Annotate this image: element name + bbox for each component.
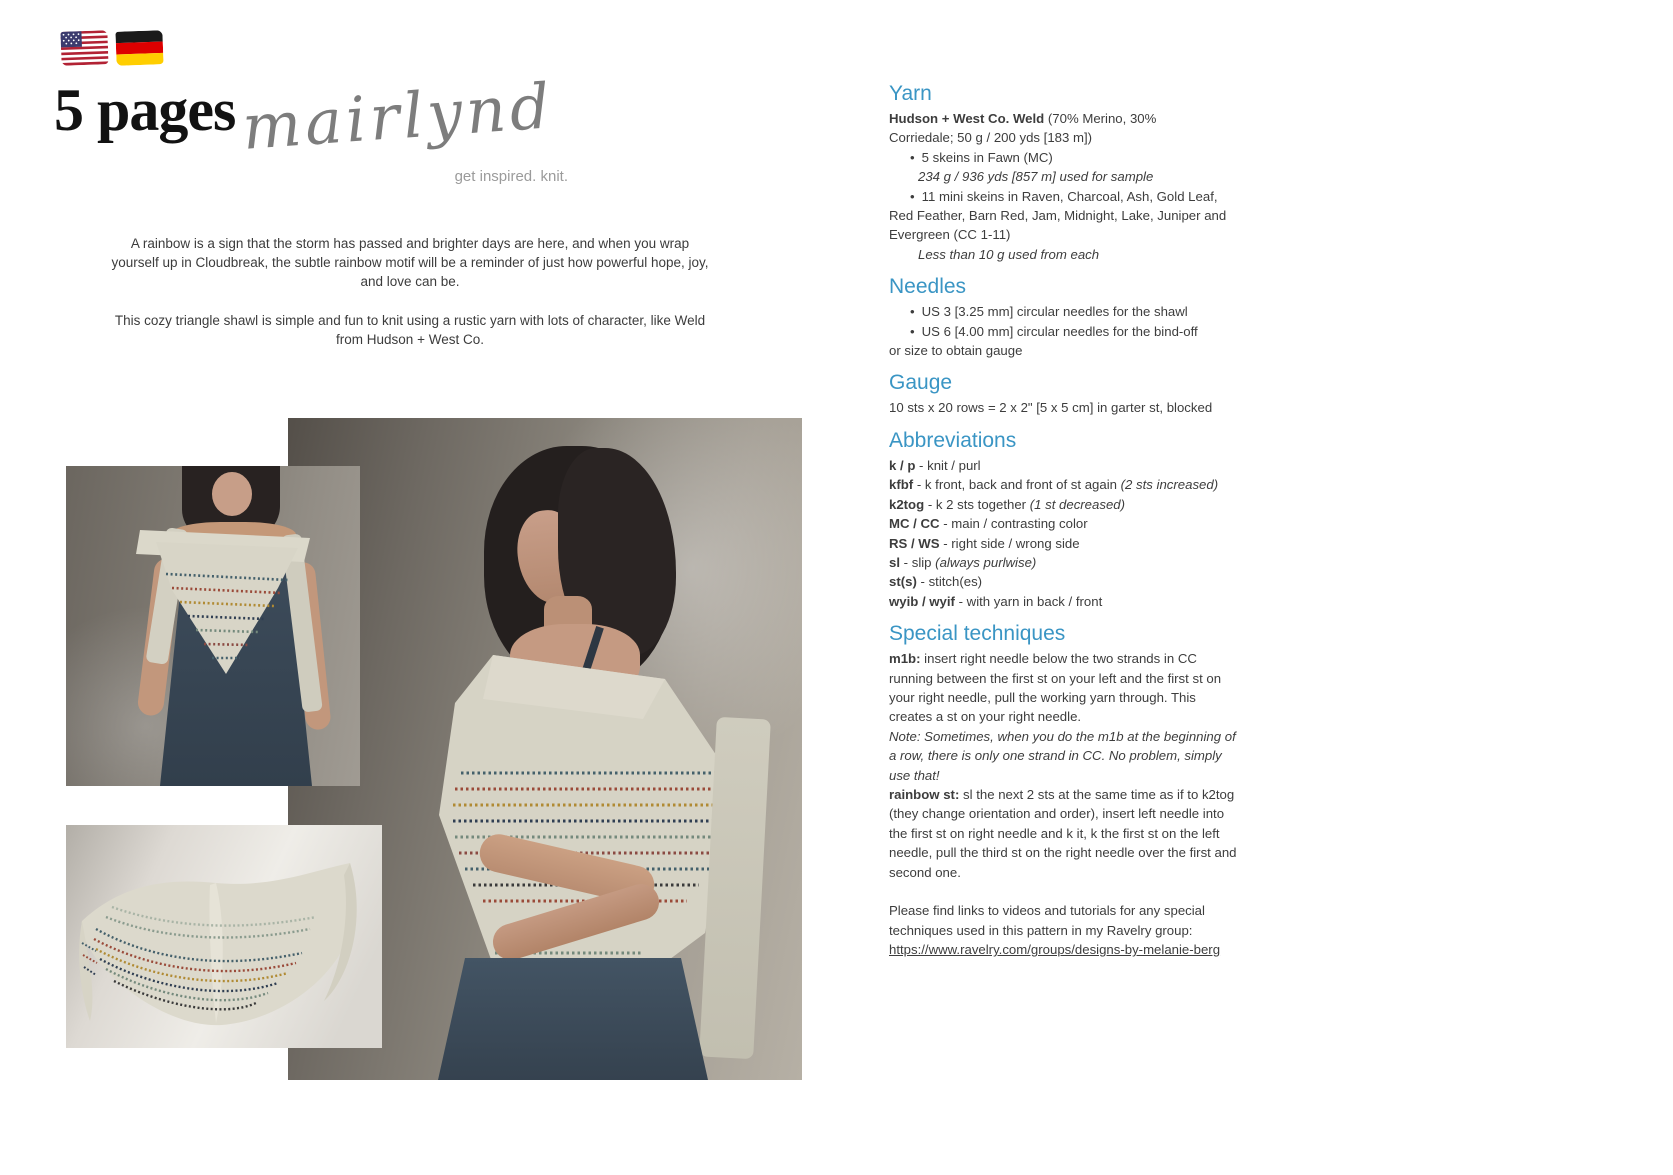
bullet-icon: • xyxy=(910,188,915,204)
spec-line: or size to obtain gauge xyxy=(889,343,1023,359)
spec-sections xyxy=(889,82,1269,960)
spec-line: • US 6 [4.00 mm] circular needles for the bind-off xyxy=(910,323,1198,339)
spec-line: sl - slip (always purlwise) xyxy=(889,554,1037,570)
ravelry-group-link[interactable]: https://www.ravelry.com/groups/designs-by-melanie-berg xyxy=(889,942,1221,958)
spec-line: Please find links to videos and tutorials for any special xyxy=(889,903,1205,919)
spec-line: the first st on right needle and k it, k the first st on the left xyxy=(889,825,1220,841)
bullet-icon: • xyxy=(910,304,915,320)
detail-photo-flatlay xyxy=(66,825,382,1048)
spec-line: • 5 skeins in Fawn (MC) xyxy=(910,149,1053,165)
spec-line: Evergreen (CC 1-11) xyxy=(889,227,1011,243)
spec-line: second one. xyxy=(889,864,961,880)
spec-line: a row, there is only one strand in CC. No problem, simply xyxy=(889,748,1222,764)
spec-line: rainbow st: sl the next 2 sts at the same time as if to k2tog xyxy=(889,786,1235,802)
dress-skirt xyxy=(438,958,708,1080)
spec-line: (they change orientation and order), insert left needle into xyxy=(889,806,1225,822)
spec-line: creates a st on your right needle. xyxy=(889,709,1082,725)
spec-line: RS / WS - right side / wrong side xyxy=(889,535,1080,551)
section-heading-special-techniques: Special techniques xyxy=(889,622,1066,646)
us-flag-icon[interactable] xyxy=(60,30,108,66)
spec-line: • 11 mini skeins in Raven, Charcoal, Ash, Gold Leaf, xyxy=(910,188,1218,204)
brand-logo: mairlynd xyxy=(239,69,556,164)
page-count: 5 pages xyxy=(54,77,236,143)
spec-line: Red Feather, Barn Red, Jam, Midnight, Lake, Juniper and xyxy=(889,208,1227,224)
section-heading-needles: Needles xyxy=(889,275,967,299)
spec-line: Hudson + West Co. Weld (70% Merino, 30% xyxy=(889,111,1157,126)
spec-line: • US 3 [3.25 mm] circular needles for the shawl xyxy=(910,304,1188,320)
spec-line: k / p - knit / purl xyxy=(889,457,981,473)
spec-line: techniques used in this pattern in my Ravelry group: xyxy=(889,922,1193,938)
section-heading-yarn: Yarn xyxy=(889,82,932,105)
spec-line: use that! xyxy=(889,767,940,783)
spec-line: MC / CC - main / contrasting color xyxy=(889,516,1088,532)
shawl-flatlay xyxy=(66,825,382,1048)
brand-tagline: get inspired. knit. xyxy=(454,168,568,185)
spec-line: Less than 10 g used from each xyxy=(918,246,1100,262)
shawl-kerchief xyxy=(128,502,328,702)
spec-line: your right needle, pull the working yarn through. This xyxy=(889,689,1196,705)
spec-line: wyib / wyif - with yarn in back / front xyxy=(889,593,1103,609)
spec-line: needle, pull the third st on the right needle over the first and xyxy=(889,845,1237,861)
germany-flag-graphic xyxy=(115,30,163,66)
us-flag-graphic xyxy=(60,30,108,66)
spec-line xyxy=(889,882,1269,901)
spec-line: st(s) - stitch(es) xyxy=(889,574,983,590)
bullet-icon: • xyxy=(910,149,915,165)
spec-line: 10 sts x 20 rows = 2 x 2" [5 x 5 cm] in garter st, blocked xyxy=(889,400,1213,416)
spec-line: k2tog - k 2 sts together (1 st decreased) xyxy=(889,496,1126,512)
intro-paragraph-2: This cozy triangle shawl is simple and fun to knit using a rustic yarn with lots of character, like Weld from Hudson + West Co. xyxy=(114,312,706,347)
detail-photo-cowl xyxy=(66,466,360,786)
spec-line: running between the first st on your left and the first st on xyxy=(889,670,1222,686)
section-heading-gauge: Gauge xyxy=(889,371,953,395)
spec-line: m1b: insert right needle below the two strands in CC xyxy=(889,651,1197,667)
germany-flag-icon[interactable] xyxy=(115,30,163,66)
spec-line: kfbf - k front, back and front of st again (2 sts increased) xyxy=(889,477,1219,493)
intro-text xyxy=(110,234,710,368)
spec-line: Note: Sometimes, when you do the m1b at the beginning of xyxy=(889,728,1236,744)
spec-line: 234 g / 936 yds [857 m] used for sample xyxy=(918,169,1154,185)
section-heading-abbreviations: Abbreviations xyxy=(889,428,1017,452)
bullet-icon: • xyxy=(910,323,915,339)
spec-line: Corriedale; 50 g / 200 yds [183 m]) xyxy=(889,130,1093,146)
intro-paragraph-1: A rainbow is a sign that the storm has passed and brighter days are here, and when you wrap yourself up in Cloudbreak, the subtle rainbow motif will be a reminder of just how powerful hope, joy, and love can be. xyxy=(111,236,709,290)
